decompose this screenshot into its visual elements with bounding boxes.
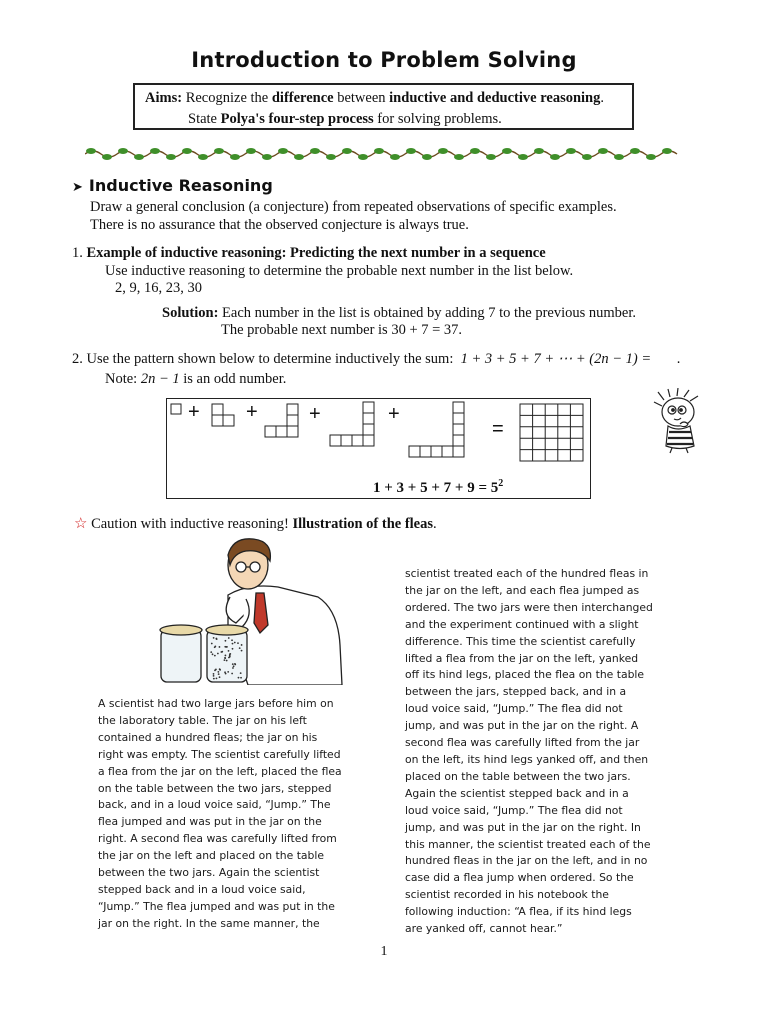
leaf-icon (374, 148, 384, 154)
aims-line-1 (145, 88, 632, 109)
solution-line-2: The probable next number is 30 + 7 = 37. (221, 322, 463, 338)
leaf-icon (662, 148, 672, 154)
flea-dot (229, 656, 231, 658)
story-line: a flea from the jar on the left, placed the flea (98, 764, 342, 778)
flea-dot (210, 651, 212, 653)
flea-dot (216, 677, 218, 679)
aims-box (133, 83, 634, 130)
flea-dot (232, 648, 234, 650)
leaf-icon (326, 154, 336, 160)
flea-dot (214, 669, 216, 671)
note-text: is an odd number. (183, 371, 287, 387)
flea-dot (219, 668, 221, 670)
story-line: right. A second flea was carefully lifted from (98, 832, 337, 846)
example-1-heading (72, 244, 546, 263)
sum-equation (373, 478, 503, 497)
leaf-icon (294, 154, 304, 160)
story-line: right was empty. The scientist carefully lifted (98, 747, 341, 761)
example-title: Example of inductive reasoning: Predicting the next number in a sequence (86, 245, 546, 261)
story-line: placed on the table between the two jars. (405, 769, 631, 783)
story-line: scientist treated each of the hundred fleas in (405, 567, 649, 580)
story-line: jump, and was put in the jar on the right. A (405, 719, 639, 733)
flea-dot (214, 655, 216, 657)
example-number: 1. (72, 245, 87, 261)
flea-dot (214, 646, 216, 648)
leaf-icon (518, 154, 528, 160)
leaf-icon (166, 154, 176, 160)
story-line: this manner, the scientist treated each of the (405, 837, 651, 851)
story-line: following induction: “A flea, if its hind legs (405, 905, 632, 919)
flea-dot (241, 644, 243, 646)
flea-dot (234, 663, 236, 665)
story-line: jump, and was put in the jar on the right. In (405, 820, 641, 834)
story-line: between the two jars. Again the scientist (98, 866, 320, 880)
aims-text: Recognize the (185, 90, 272, 106)
story-line: loud voice said, “Jump.” The flea did not (405, 702, 623, 716)
equals-sign: = (492, 418, 504, 440)
caution-title: Illustration of the fleas (292, 516, 433, 532)
flea-dot (213, 637, 215, 639)
story-line: the jar on the left and placed on the table (98, 849, 325, 863)
flea-dot (217, 671, 219, 673)
leaf-icon (198, 154, 208, 160)
plus-sign: + (388, 403, 400, 425)
flea-dot (240, 672, 242, 674)
flea-dot (224, 659, 226, 661)
aims-line-2 (145, 109, 632, 130)
section-heading-text: Inductive Reasoning (88, 176, 273, 195)
story-line: contained a hundred fleas; the jar on his (98, 730, 318, 744)
flea-dot (219, 676, 221, 678)
equation-exponent: 2 (498, 478, 504, 489)
story-line: case did a flea jump when ordered. So the (405, 871, 634, 885)
aims-text: State (188, 111, 221, 127)
aims-text: Polya's four-step process (220, 111, 374, 127)
leaf-icon (310, 148, 320, 154)
leaf-icon (278, 148, 288, 154)
example-2-prompt: 2. Use the pattern shown below to determine inductively the sum: (72, 351, 454, 367)
story-line: A scientist had two large jars before him on (98, 697, 334, 710)
caution-end: . (433, 516, 437, 532)
flea-story-right (405, 566, 680, 938)
leaf-icon (342, 148, 352, 154)
leaf-icon (134, 154, 144, 160)
caution-line (74, 515, 437, 534)
leaf-icon (486, 154, 496, 160)
story-line: “Jump.” The flea jumped and was put in the (98, 899, 335, 913)
leaf-icon (246, 148, 256, 154)
story-line: and the experiment continued with a slight (405, 617, 639, 631)
leaf-icon (550, 154, 560, 160)
aims-text: difference (271, 90, 334, 106)
leaf-icon (214, 148, 224, 154)
vine-divider (85, 144, 685, 164)
note (105, 370, 286, 389)
leaf-icon (438, 148, 448, 154)
plus-sign: + (309, 403, 321, 425)
flea-dot (213, 678, 215, 680)
leaf-icon (406, 148, 416, 154)
leaf-icon (150, 148, 160, 154)
story-line: scientist recorded in his notebook the (405, 888, 609, 902)
leaf-icon (230, 154, 240, 160)
flea-dot (228, 637, 230, 639)
flea-dot (237, 642, 239, 644)
leaf-icon (470, 148, 480, 154)
leaf-icon (358, 154, 368, 160)
note-expression: 2n − 1 (140, 371, 180, 387)
flea-dot (215, 638, 217, 640)
flea-dot (233, 665, 235, 667)
leaf-icon (102, 154, 112, 160)
flea-dot (241, 650, 243, 652)
flea-dot (224, 657, 226, 659)
sum-expression: 1 + 3 + 5 + 7 + ⋯ + (2n − 1) = (460, 351, 652, 367)
leaf-icon (598, 148, 608, 154)
solution-label: Solution: (162, 305, 219, 321)
flea-dot (217, 653, 219, 655)
story-line: the laboratory table. The jar on his left (98, 713, 307, 727)
leaf-icon (86, 148, 96, 154)
flea-dot (213, 675, 215, 677)
story-line: Again the scientist stepped back and in a (405, 786, 629, 800)
leaf-icon (566, 148, 576, 154)
leaf-icon (630, 148, 640, 154)
story-line: loud voice said, “Jump.” The flea did not (405, 803, 623, 817)
leaf-icon (118, 148, 128, 154)
flea-dot (211, 643, 213, 645)
leaf-icon (390, 154, 400, 160)
flea-dot (228, 650, 230, 652)
story-line: ordered. The two jars were then interchanged (405, 600, 653, 614)
leaf-icon (582, 154, 592, 160)
flea-dot (225, 673, 227, 675)
caution-text: Caution with inductive reasoning! (91, 516, 293, 532)
flea-dot (240, 677, 242, 679)
flea-dot (232, 643, 234, 645)
flea-dot (231, 639, 233, 641)
story-line: off its hind legs, placed the flea on the table (405, 668, 645, 682)
aims-text: between (333, 90, 390, 106)
story-line: between the jars, stepped back, and in a (405, 685, 627, 699)
story-line: difference. This time the scientist carefully (405, 634, 636, 648)
story-line: back, and in a loud voice said, “Jump.” The (98, 798, 331, 812)
leaf-icon (614, 154, 624, 160)
solution-text: Each number in the list is obtained by adding 7 to the previous number. (222, 305, 637, 321)
flea-dot (232, 667, 234, 669)
leaf-icon (646, 154, 656, 160)
flea-dot (225, 640, 227, 642)
flea-dot (226, 660, 228, 662)
flea-dot (229, 653, 231, 655)
story-line: second flea was carefully lifted from the jar (405, 736, 640, 750)
flea-dot (212, 653, 214, 655)
aims-text: for solving problems. (373, 111, 502, 127)
story-line: stepped back and in a loud voice said, (98, 882, 306, 896)
note-label: Note: (105, 371, 138, 387)
flea-dot (227, 671, 229, 673)
flea-dot (231, 673, 233, 675)
flea-dot (225, 646, 227, 648)
story-line: jar on the right. In the same manner, the (98, 916, 320, 930)
story-line: hundred fleas in the jar on the left, and in no (405, 854, 648, 868)
sequence: 2, 9, 16, 23, 30 (115, 280, 202, 296)
flea-dot (238, 677, 240, 679)
equation-text: 1 + 3 + 5 + 7 + 9 = 5 (373, 480, 499, 496)
leaf-icon (262, 154, 272, 160)
flea-dot (220, 651, 222, 653)
story-line: flea jumped and was put in the jar on the (98, 815, 322, 829)
leaf-icon (454, 154, 464, 160)
definition-line-1: Draw a general conclusion (a conjecture) from repeated observations of specific examples. (90, 199, 617, 215)
thinking-boy-cartoon (650, 388, 712, 454)
period: . (676, 351, 681, 367)
arrow-bullet-icon: ➤ (72, 180, 83, 195)
story-line: lifted a flea from the jar on the left, yanked (405, 651, 639, 665)
flea-dot (234, 642, 236, 644)
aims-text: . (600, 90, 605, 106)
page-title: Introduction to Problem Solving (191, 48, 577, 72)
definition-line-2: There is no assurance that the observed conjecture is always true. (90, 217, 469, 233)
plus-sign: + (246, 401, 258, 423)
story-line: are yanked off, cannot hear.” (405, 922, 563, 936)
flea-dot (225, 655, 227, 657)
page-number: 1 (380, 944, 388, 959)
leaf-icon (182, 148, 192, 154)
flea-dot (218, 673, 220, 675)
example-2-text (72, 350, 680, 369)
aims-label: Aims: (145, 90, 183, 106)
example-1-text: Use inductive reasoning to determine the probable next number in the list below. (105, 263, 574, 279)
flea-dot (219, 646, 221, 648)
flea-dot (232, 663, 234, 665)
plus-sign: + (188, 401, 200, 423)
star-icon: ☆ (74, 516, 88, 532)
aims-text: inductive and deductive reasoning (389, 90, 601, 106)
flea-dot (213, 673, 215, 675)
leaf-icon (534, 148, 544, 154)
story-line: on the left, its hind legs yanked off, and then (405, 752, 649, 766)
flea-story-left (98, 696, 373, 933)
flea-dot (239, 647, 241, 649)
leaf-icon (422, 154, 432, 160)
scientist-illustration (158, 535, 378, 685)
story-line: the jar on the left, and each flea jumped as (405, 583, 640, 597)
story-line: on the table between the two jars, stepped (98, 781, 332, 795)
section-heading (72, 176, 273, 195)
leaf-icon (502, 148, 512, 154)
